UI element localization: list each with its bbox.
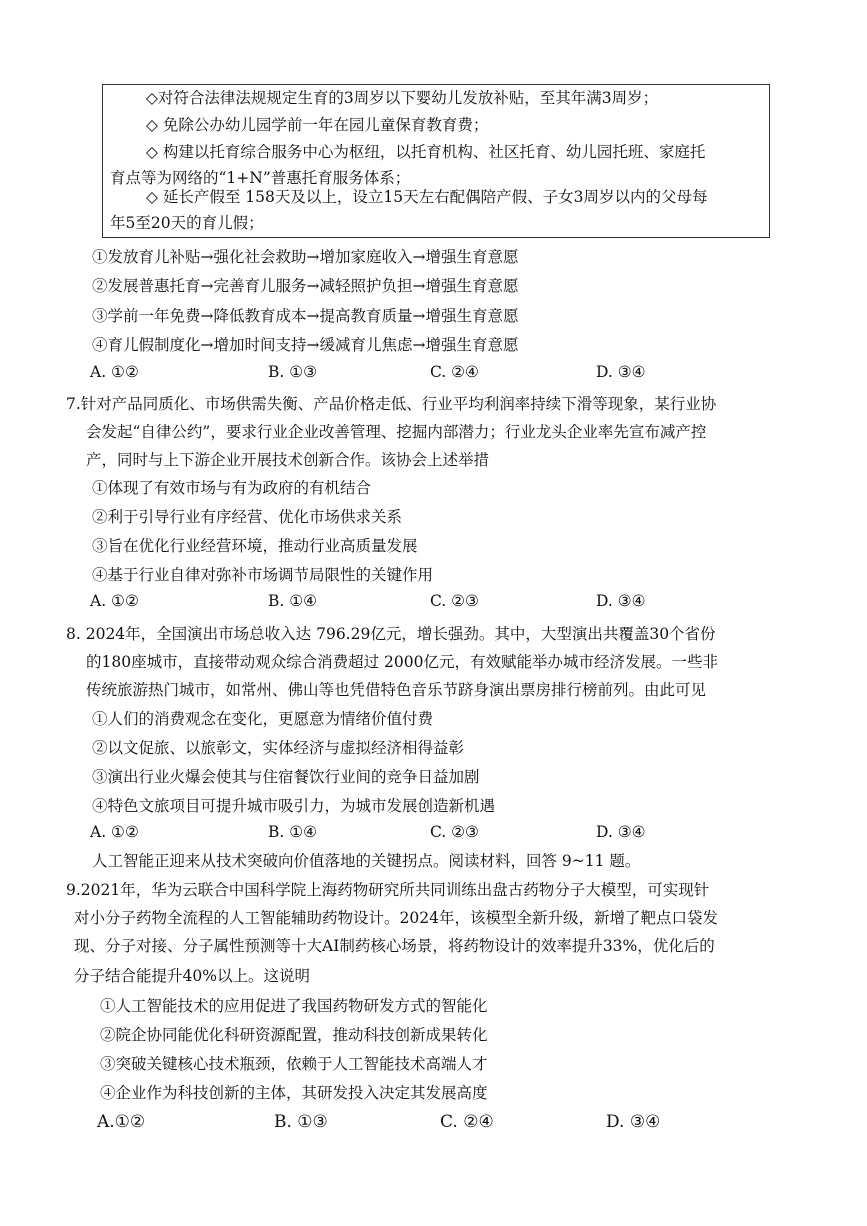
q9-statement-3: ③突破关键核心技术瓶颈，依赖于人工智能技术高端人才 <box>100 1055 488 1073</box>
section-intro: 人工智能正迎来从技术突破向价值落地的关键拐点。阅读材料，回答 9~11 题。 <box>92 852 641 870</box>
q8-option-a: A. ①② <box>90 823 139 841</box>
q8-statement-1: ①人们的消费观念在变化，更愿意为情绪价值付费 <box>92 710 434 728</box>
q9-option-c: C. ②④ <box>440 1112 494 1132</box>
q6-option-c: C. ②④ <box>430 363 479 381</box>
q6-option-d: D. ③④ <box>596 363 646 381</box>
q6-statement-4: ④育儿假制度化→增加时间支持→缓减育儿焦虑→增强生育意愿 <box>92 336 519 354</box>
q8-option-d: D. ③④ <box>596 823 646 841</box>
q7-option-b: B. ①④ <box>268 592 318 610</box>
q9-stem-1: 9.2021年，华为云联合中国科学院上海药物研究所共同训练出盘古药物分子大模型，可实现针 <box>66 881 710 899</box>
box-line-3: ◇ 构建以托育综合服务中心为枢纽，以托育机构、社区托育、幼儿园托班、家庭托 <box>146 143 706 161</box>
q7-option-a: A. ①② <box>90 592 139 610</box>
q8-statement-3: ③演出行业火爆会使其与住宿餐饮行业间的竞争日益加剧 <box>92 768 480 786</box>
q8-stem-2: 的180座城市，直接带动观众综合消费超过 2000亿元，有效赋能举办城市经济发展。一些非 <box>86 653 718 671</box>
q7-stem-2: 会发起“自律公约”，要求行业企业改善管理、挖掘内部潜力；行业龙头企业率先宣布减产控 <box>86 423 707 441</box>
q7-statement-1: ①体现了有效市场与有为政府的有机结合 <box>92 479 372 497</box>
box-line-6: 年5至20天的育儿假； <box>110 214 264 232</box>
q7-option-d: D. ③④ <box>596 592 646 610</box>
q6-option-b: B. ①③ <box>268 363 318 381</box>
box-line-1: ◇对符合法律法规规定生育的3周岁以下婴幼儿发放补贴，至其年满3周岁； <box>146 89 659 107</box>
q8-statement-4: ④特色文旅项目可提升城市吸引力，为城市发展创造新机遇 <box>92 797 496 815</box>
q6-statement-1: ①发放育儿补贴→强化社会救助→增加家庭收入→增强生育意愿 <box>92 248 519 266</box>
q8-option-b: B. ①④ <box>268 823 318 841</box>
q9-statement-1: ①人工智能技术的应用促进了我国药物研发方式的智能化 <box>100 997 488 1015</box>
q7-statement-3: ③旨在优化行业经营环境，推动行业高质量发展 <box>92 537 418 555</box>
q9-stem-2: 对小分子药物全流程的人工智能辅助药物设计。2024年，该模型全新升级，新增了靶点口袋发 <box>74 909 718 927</box>
q7-stem-1: 7.针对产品同质化、市场供需失衡、产品价格走低、行业平均利润率持续下滑等现象，某行业协 <box>66 395 717 413</box>
q9-option-b: B. ①③ <box>274 1112 328 1132</box>
q6-statement-2: ②发展普惠托育→完善育儿服务→减轻照护负担→增强生育意愿 <box>92 277 519 295</box>
q8-stem-3: 传统旅游热门城市，如常州、佛山等也凭借特色音乐节跻身演出票房排行榜前列。由此可见 <box>86 681 707 699</box>
q9-statement-4: ④企业作为科技创新的主体，其研发投入决定其发展高度 <box>100 1084 488 1102</box>
q9-option-d: D. ③④ <box>606 1112 661 1132</box>
q9-option-a: A.①② <box>97 1112 146 1132</box>
box-line-5: ◇ 延长产假至 158天及以上，设立15天左右配偶陪产假、子女3周岁以内的父母每 <box>146 188 708 206</box>
q6-statement-3: ③学前一年免费→降低教育成本→提高教育质量→增强生育意愿 <box>92 307 519 325</box>
q7-option-c: C. ②③ <box>430 592 479 610</box>
q6-option-a: A. ①② <box>90 363 139 381</box>
q8-option-c: C. ②③ <box>430 823 479 841</box>
q9-stem-4: 分子结合能提升40%以上。这说明 <box>74 967 310 985</box>
q8-stem-1: 8. 2024年，全国演出市场总收入达 796.29亿元，增长强劲。其中，大型演出共覆盖30个省份 <box>66 625 716 643</box>
box-line-2: ◇ 免除公办幼儿园学前一年在园儿童保育教育费； <box>146 116 489 134</box>
box-line-4: 育点等为网络的“1+N”普惠托育服务体系； <box>110 169 411 187</box>
q9-stem-3: 现、分子对接、分子属性预测等十大AI制药核心场景，将药物设计的效率提升33%，优化后的 <box>74 937 715 955</box>
q7-stem-3: 产，同时与上下游企业开展技术创新合作。该协会上述举措 <box>86 451 490 469</box>
q7-statement-4: ④基于行业自律对弥补市场调节局限性的关键作用 <box>92 566 434 584</box>
q9-statement-2: ②院企协同能优化科研资源配置，推动科技创新成果转化 <box>100 1026 488 1044</box>
q7-statement-2: ②利于引导行业有序经营、优化市场供求关系 <box>92 508 403 526</box>
q8-statement-2: ②以文促旅、以旅彰文，实体经济与虚拟经济相得益彰 <box>92 739 465 757</box>
